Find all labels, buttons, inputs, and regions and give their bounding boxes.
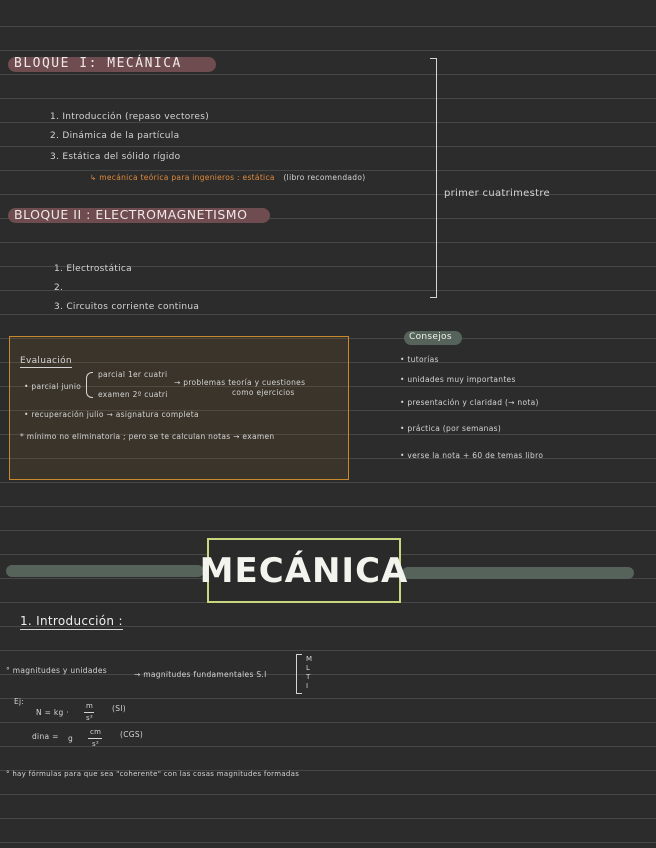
formula-1-numerator: m [86, 702, 94, 710]
title-band-left [6, 565, 204, 577]
bloque2-item-3: 3. Circuitos corriente continua [54, 302, 200, 312]
evaluacion-branch-bottom: examen 2º cuatri [98, 390, 168, 399]
cuatrimestre-bracket [430, 58, 437, 298]
intro-line-1-left: ° magnitudes y unidades [6, 666, 107, 675]
bloque1-item-2: 2. Dinámica de la partícula [50, 131, 180, 141]
consejos-item-4: • práctica (por semanas) [400, 424, 502, 433]
bracket-label: primer cuatrimestre [444, 188, 550, 199]
evaluacion-line-3: * mínimo no eliminatoria ; pero se te calculan notas → examen [20, 432, 275, 441]
bracket-letter-t: T [306, 673, 311, 681]
formula-2-denominator: s² [92, 740, 100, 748]
consejos-item-3: • presentación y claridad (→ nota) [400, 398, 539, 407]
ej-label: Ej: [14, 697, 25, 706]
formula-2-numerator: cm [90, 728, 102, 736]
bracket-letter-l: L [306, 664, 311, 672]
bracket-letter-m: M [306, 655, 313, 663]
formula-1-fraction-bar [84, 712, 94, 713]
formula-1-system: (SI) [112, 704, 127, 713]
bloque1-note-text: ↳ mecánica teórica para ingenieros : estática [90, 173, 275, 182]
evaluacion-brace [86, 372, 93, 398]
formula-1-lhs: N = kg · [36, 708, 69, 717]
consejos-item-2: • unidades muy importantes [400, 375, 516, 384]
intro-last-line: ° hay fórmulas para que sea "coherente" con las cosas magnitudes formadas [6, 770, 300, 778]
bracket-letter-i: I [306, 682, 309, 690]
bloque1-item-3: 3. Estática del sólido rígido [50, 152, 181, 162]
evaluacion-parcial: • parcial junio [24, 382, 82, 391]
evaluacion-branch-result-1: → problemas teoría y cuestiones [174, 378, 306, 387]
bloque2-title: BLOQUE II : ELECTROMAGNETISMO [14, 207, 248, 222]
consejos-item-5: • verse la nota + 60 de temas libro [400, 451, 544, 460]
bloque2-item-2: 2. [54, 283, 64, 293]
fundamental-bracket [296, 654, 302, 694]
bloque1-note [90, 173, 365, 182]
formula-2-fraction-bar [88, 738, 102, 739]
bloque2-item-1: 1. Electrostática [54, 264, 132, 274]
consejos-item-1: • tutorías [400, 355, 439, 364]
formula-2-g: g [68, 734, 74, 743]
bloque1-note-paren: (libro recomendado) [283, 173, 366, 182]
formula-1-denominator: s² [86, 714, 94, 722]
evaluacion-line-2: • recuperación julio → asignatura completa [24, 410, 199, 419]
consejos-label: Consejos [409, 332, 452, 342]
bloque1-item-1: 1. Introducción (repaso vectores) [50, 112, 210, 122]
evaluacion-branch-result-2: como ejercicios [232, 388, 295, 397]
evaluacion-branch-top: parcial 1er cuatri [98, 370, 168, 379]
bloque1-title: BLOQUE I: MECÁNICA [14, 56, 182, 71]
evaluacion-heading: Evaluación [20, 356, 72, 366]
intro-line-1-right: → magnitudes fundamentales S.I [134, 670, 267, 679]
section-title-box [199, 538, 409, 603]
title-band-right [402, 567, 634, 579]
intro-heading: 1. Introducción : [20, 614, 123, 628]
formula-2-lhs: dina = [32, 732, 59, 741]
section-title: MECÁNICA [199, 550, 409, 591]
formula-2-system: (CGS) [120, 730, 144, 739]
